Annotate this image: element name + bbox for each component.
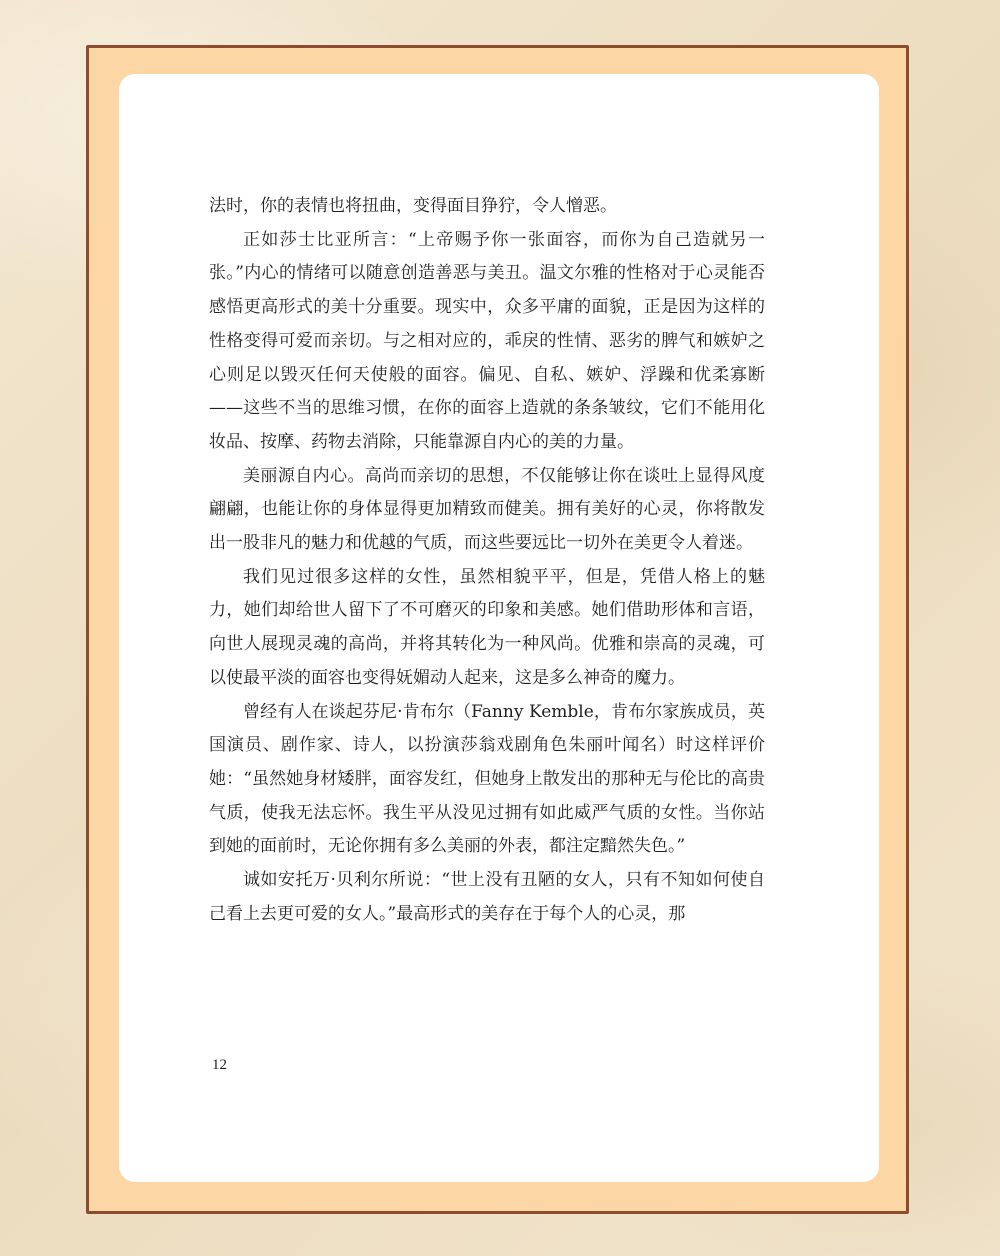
paragraph: 正如莎士比亚所言：“上帝赐予你一张面容，而你为自己造就另一张。”内心的情绪可以随意创造善恶与美丑。温文尔雅的性格对于心灵能否感悟更高形式的美十分重要。现实中，众多平庸的面貌，正是因为这样的性格变得可爱而亲切。与之相对应的，乖戾的性情、恶劣的脾气和嫉妒之心则足以毁灭任何天使般的面容。偏见、自私、嫉妒、浮躁和优柔寡断——这些不当的思维习惯，在你的面容上造就的条条皱纹，它们不能用化妆品、按摩、药物去消除，只能靠源自内心的美的力量。: [209, 229, 765, 452]
paragraph: 诚如安托万·贝利尔所说：“世上没有丑陋的女人，只有不知如何使自己看上去更可爱的女人。”最高形式的美存在于每个人的心灵，那: [209, 870, 765, 924]
paragraph: 美丽源自内心。高尚而亲切的思想，不仅能够让你在谈吐上显得风度翩翩，也能让你的身体显得更加精致而健美。拥有美好的心灵，你将散发出一股非凡的魅力和优越的气质，而这些要远比一切外在美更令人着迷。: [209, 465, 765, 554]
paragraph: 我们见过很多这样的女性，虽然相貌平平，但是，凭借人格上的魅力，她们却给世人留下了不可磨灭的印象和美感。她们借助形体和言语，向世人展现灵魂的高尚，并将其转化为一种风尚。优雅和崇高的灵魂，可以使最平淡的面容也变得妩媚动人起来，这是多么神奇的魔力。: [209, 566, 765, 688]
paragraph-continued: 法时，你的表情也将扭曲，变得面目狰狞，令人憎恶。: [209, 196, 617, 216]
page-number: 12: [212, 1057, 227, 1073]
paragraph: 曾经有人在谈起芬尼·肯布尔（Fanny Kemble，肯布尔家族成员，英国演员、剧作家、诗人，以扮演莎翁戏剧角色朱丽叶闻名）时这样评价她：“虽然她身材矮胖，面容发红，但她身上散发出的那种无与伦比的高贵气质，使我无法忘怀。我生平从没见过拥有如此威严气质的女性。当你站到她的面前时，无论你拥有多么美丽的外表，都注定黯然失色。”: [209, 701, 765, 857]
book-page: [119, 74, 879, 1182]
body-text: [209, 190, 765, 931]
